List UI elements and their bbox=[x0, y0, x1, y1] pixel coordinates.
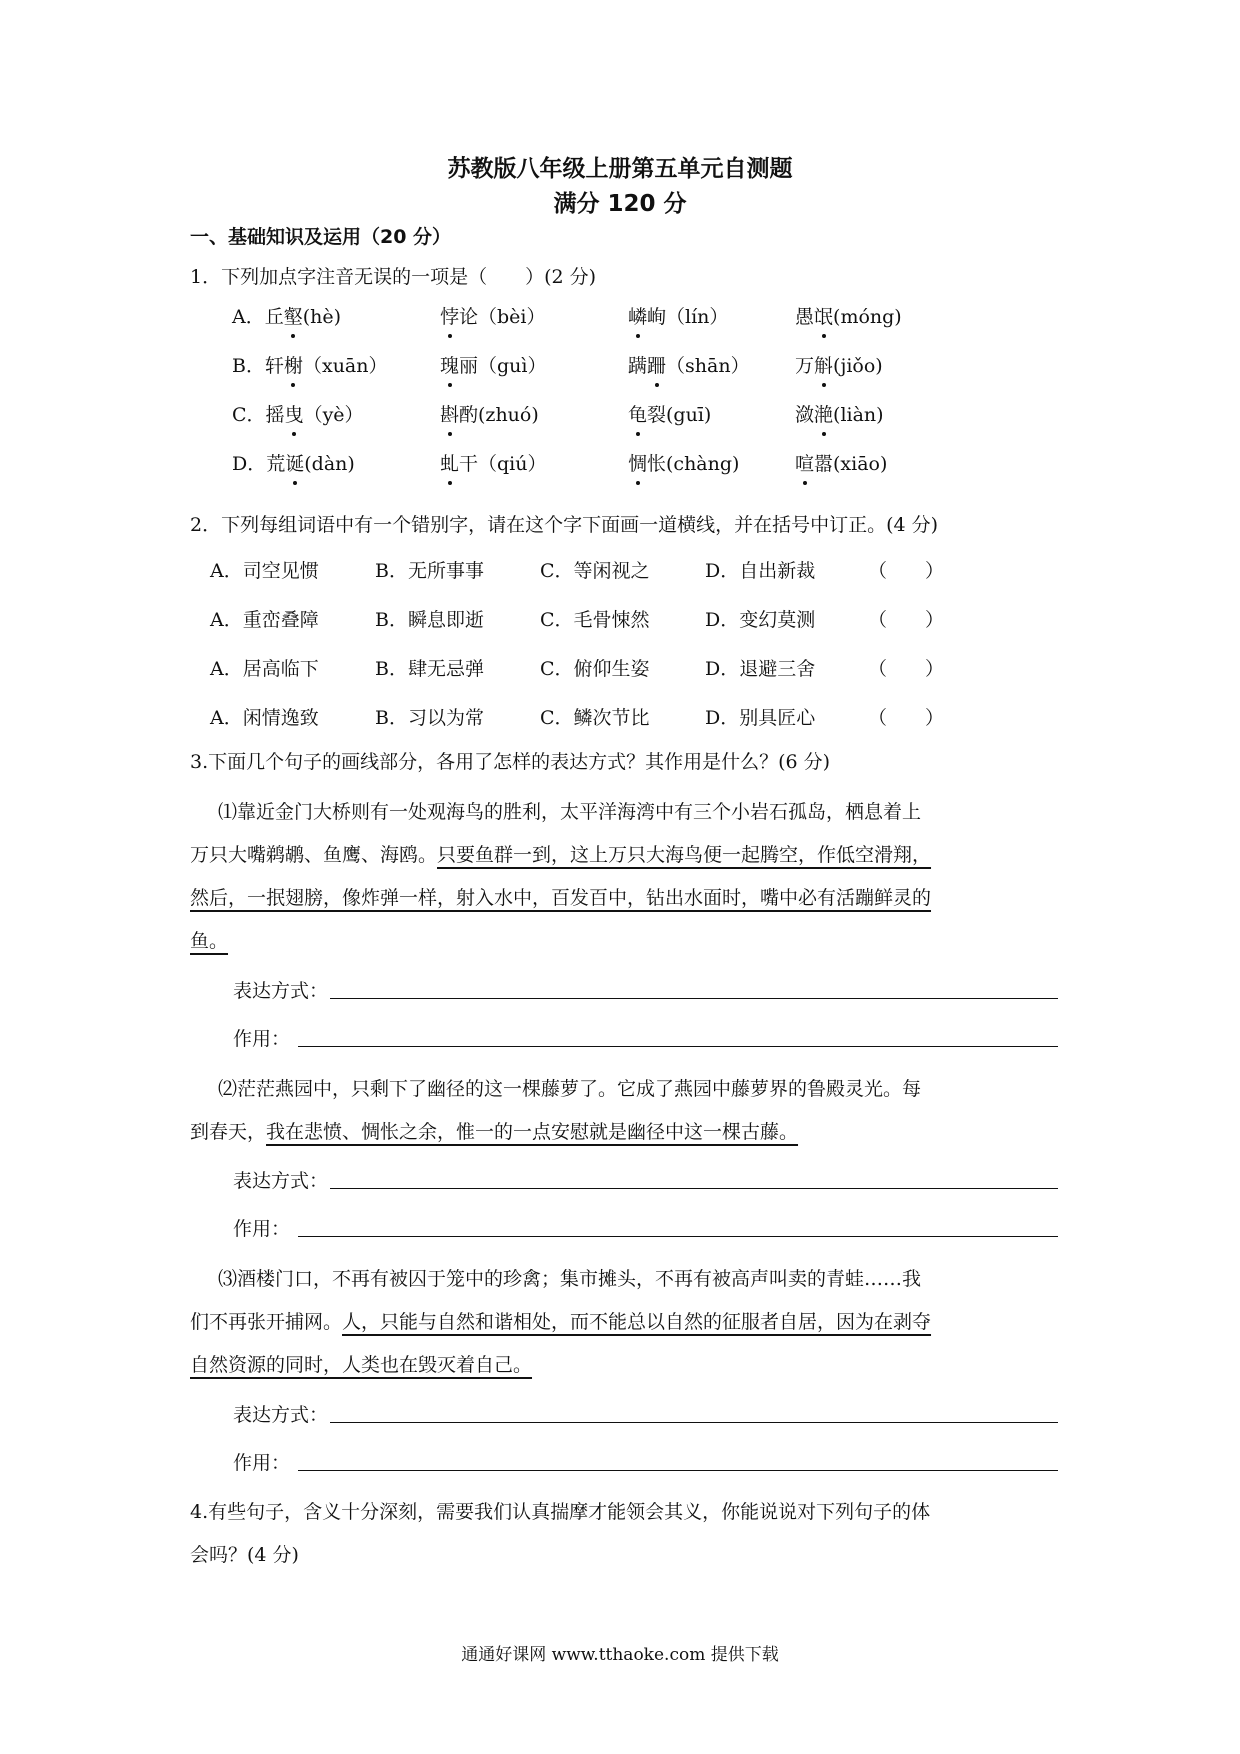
section-heading: 一、基础知识及运用（20 分） bbox=[190, 226, 452, 248]
question-1-option bbox=[795, 449, 887, 476]
answer-bracket[interactable]: （ ） bbox=[868, 658, 945, 680]
dotted-character: 惆 bbox=[628, 449, 647, 476]
question-2-option: C．毛骨悚然 bbox=[540, 609, 650, 631]
option-text: 万 bbox=[795, 355, 815, 377]
option-text: (móng) bbox=[833, 306, 902, 328]
question-2-option: A．居高临下 bbox=[210, 658, 319, 680]
method-answer-line[interactable] bbox=[330, 998, 1058, 999]
question-4-line: 4.有些句子，含义十分深刻，需要我们认真揣摩才能领会其义，你能说说对下列句子的体 bbox=[190, 1501, 931, 1523]
question-2-option: B．习以为常 bbox=[375, 707, 484, 729]
passage-1-line: ⑴靠近金门大桥则有一处观海鸟的胜利，太平洋海湾中有三个小岩石孤岛，栖息着上 bbox=[218, 801, 922, 823]
option-text: 裂(guī) bbox=[647, 404, 712, 426]
option-text: 蹒 bbox=[628, 355, 648, 377]
question-1-option bbox=[232, 302, 341, 329]
option-text: C．摇 bbox=[232, 404, 285, 426]
question-1-option bbox=[795, 351, 883, 378]
method-label: 表达方式： bbox=[233, 1404, 329, 1426]
dotted-character: 虬 bbox=[440, 449, 459, 476]
dotted-character: 跚 bbox=[647, 351, 666, 378]
option-text: （shān） bbox=[666, 355, 750, 377]
question-1-option bbox=[795, 400, 884, 427]
question-2-option: B．无所事事 bbox=[375, 560, 484, 582]
dotted-character: 氓 bbox=[814, 302, 833, 329]
answer-bracket[interactable]: （ ） bbox=[868, 707, 945, 729]
plain-text: 到春天， bbox=[190, 1121, 267, 1143]
dotted-character: 滟 bbox=[814, 400, 833, 427]
question-2-option: A．司空见惯 bbox=[210, 560, 319, 582]
question-1-option bbox=[232, 351, 388, 378]
option-text: (hè) bbox=[302, 306, 342, 328]
question-1-option bbox=[232, 449, 355, 476]
dotted-character: 榭 bbox=[284, 351, 303, 378]
question-2-option: D．变幻莫测 bbox=[705, 609, 816, 631]
option-text: 怅(chàng) bbox=[647, 453, 740, 475]
dotted-character: 斛 bbox=[814, 351, 833, 378]
question-2-option: D．退避三舍 bbox=[705, 658, 816, 680]
option-text: 峋（lín） bbox=[647, 306, 729, 328]
dotted-character: 曳 bbox=[285, 400, 304, 427]
option-text: （yè） bbox=[303, 404, 364, 426]
passage-2-line: ⑵茫茫燕园中，只剩下了幽径的这一棵藤萝了。它成了燕园中藤萝界的鲁殿灵光。每 bbox=[218, 1078, 922, 1100]
passage-2-line bbox=[190, 1117, 798, 1144]
question-2-option: B．瞬息即逝 bbox=[375, 609, 484, 631]
option-text: 嚣(xiāo) bbox=[814, 453, 888, 475]
dotted-character: 诞 bbox=[285, 449, 304, 476]
question-1-option bbox=[628, 400, 711, 427]
underlined-text: 鱼。 bbox=[190, 930, 229, 952]
method-label: 表达方式： bbox=[233, 1170, 329, 1192]
underlined-text: 自然资源的同时，人类也在毁灭着自己。 bbox=[190, 1354, 533, 1376]
question-3-stem: 3.下面几个句子的画线部分，各用了怎样的表达方式？其作用是什么？(6 分) bbox=[190, 751, 831, 773]
effect-answer-line[interactable] bbox=[298, 1236, 1058, 1237]
option-text: （xuān） bbox=[302, 355, 388, 377]
underlined-text: 然后，一抿翅膀，像炸弹一样，射入水中，百发百中，钻出水面时，嘴中必有活蹦鲜灵的 bbox=[190, 887, 932, 909]
method-answer-line[interactable] bbox=[330, 1188, 1058, 1189]
question-1-option bbox=[440, 449, 547, 476]
option-text: (dàn) bbox=[304, 453, 355, 475]
option-text: 论（bèi） bbox=[459, 306, 546, 328]
underlined-text: 只要鱼群一到，这上万只大海鸟便一起腾空，作低空滑翔， bbox=[437, 844, 932, 866]
option-text: (liàn) bbox=[833, 404, 884, 426]
dotted-character: 悖 bbox=[440, 302, 459, 329]
question-1-option bbox=[628, 449, 739, 476]
question-1-stem: 1．下列加点字注音无误的一项是（ ）(2 分) bbox=[190, 266, 597, 288]
answer-bracket[interactable]: （ ） bbox=[868, 609, 945, 631]
plain-text: 们不再张开捕网。 bbox=[190, 1311, 343, 1333]
option-text: 酌(zhuó) bbox=[459, 404, 539, 426]
question-2-option: D．自出新裁 bbox=[705, 560, 816, 582]
underlined-text: 人，只能与自然和谐相处，而不能总以自然的征服者自居，因为在剥夺 bbox=[342, 1311, 932, 1333]
dotted-character: 喧 bbox=[795, 449, 814, 476]
effect-label: 作用： bbox=[233, 1028, 291, 1050]
dotted-character: 壑 bbox=[284, 302, 303, 329]
dotted-character: 斟 bbox=[440, 400, 459, 427]
effect-answer-line[interactable] bbox=[298, 1046, 1058, 1047]
passage-3-line: ⑶酒楼门口，不再有被囚于笼中的珍禽；集市摊头，不再有被高声叫卖的青蛙……我 bbox=[218, 1268, 922, 1290]
question-2-option: D．别具匠心 bbox=[705, 707, 816, 729]
question-2-option: A．重峦叠障 bbox=[210, 609, 319, 631]
option-text: A．丘 bbox=[232, 306, 284, 328]
dotted-character: 龟 bbox=[628, 400, 647, 427]
answer-bracket[interactable]: （ ） bbox=[868, 560, 945, 582]
question-4-line: 会吗？(4 分) bbox=[190, 1544, 299, 1566]
question-1-option bbox=[628, 351, 750, 378]
question-2-option: C．等闲视之 bbox=[540, 560, 650, 582]
question-1-option bbox=[440, 351, 547, 378]
underlined-text: 我在悲愤、惆怅之余，惟一的一点安慰就是幽径中这一棵古藤。 bbox=[266, 1121, 799, 1143]
page-title: 苏教版八年级上册第五单元自测题 bbox=[447, 156, 793, 182]
option-text: 愚 bbox=[795, 306, 815, 328]
footer-credit: 通通好课网 www.tthaoke.com 提供下载 bbox=[461, 1645, 779, 1665]
effect-answer-line[interactable] bbox=[298, 1470, 1058, 1471]
passage-1-line bbox=[190, 840, 931, 867]
option-text: (jiǒo) bbox=[833, 355, 883, 377]
question-2-option: C．俯仰生姿 bbox=[540, 658, 650, 680]
question-2-stem: 2．下列每组词语中有一个错别字，请在这个字下面画一道横线，并在括号中订正。(4 分) bbox=[190, 514, 939, 536]
question-1-option bbox=[795, 302, 902, 329]
page-subtitle: 满分 120 分 bbox=[553, 191, 687, 217]
option-text: B．轩 bbox=[232, 355, 284, 377]
plain-text: 万只大嘴鹈鹕、鱼鹰、海鸥。 bbox=[190, 844, 438, 866]
question-1-option bbox=[440, 400, 539, 427]
question-1-option bbox=[232, 400, 364, 427]
dotted-character: 嶙 bbox=[628, 302, 647, 329]
effect-label: 作用： bbox=[233, 1452, 291, 1474]
passage-3-line bbox=[190, 1307, 931, 1334]
option-text: D．荒 bbox=[232, 453, 286, 475]
dotted-character: 瑰 bbox=[440, 351, 459, 378]
question-2-option: A．闲情逸致 bbox=[210, 707, 319, 729]
method-label: 表达方式： bbox=[233, 980, 329, 1002]
option-text: 潋 bbox=[795, 404, 815, 426]
option-text: 丽（guì） bbox=[459, 355, 547, 377]
question-2-option: B．肆无忌弹 bbox=[375, 658, 484, 680]
option-text: 干（qiú） bbox=[459, 453, 547, 475]
question-2-option: C．鳞次节比 bbox=[540, 707, 650, 729]
effect-label: 作用： bbox=[233, 1218, 291, 1240]
question-1-option bbox=[628, 302, 728, 329]
question-1-option bbox=[440, 302, 546, 329]
method-answer-line[interactable] bbox=[330, 1422, 1058, 1423]
